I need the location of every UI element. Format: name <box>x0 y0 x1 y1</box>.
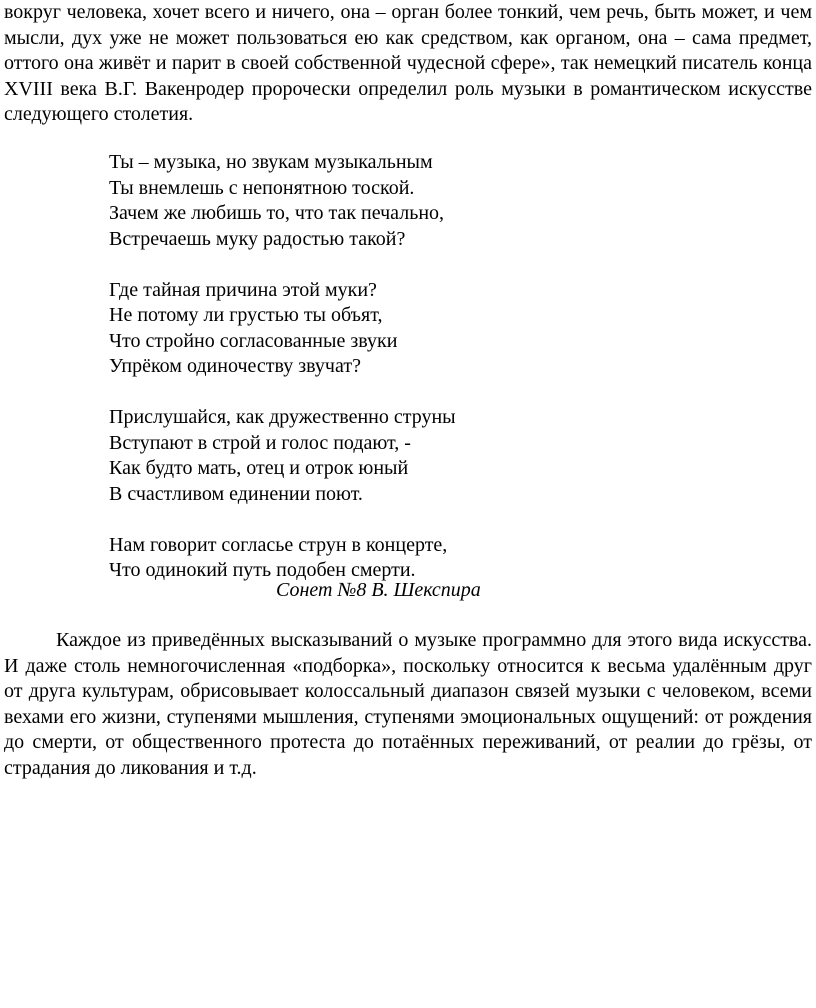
poem-line: Не потому ли грустью ты объят, <box>109 304 383 326</box>
poem-line: Как будто мать, отец и отрок юный <box>109 457 409 479</box>
poem-line: Где тайная причина этой муки? <box>109 278 377 301</box>
poem-line: В счастливом единении поют. <box>109 482 363 505</box>
poem-line: Что одинокий путь подобен смерти. <box>109 559 416 581</box>
poem-line: Ты – музыка, но звукам музыкальным <box>109 151 433 173</box>
poem-stanza-3 <box>109 405 609 507</box>
bottom-paragraph: Каждое из приведённых высказываний о музыке программно для этого вида искусства. И даже столь немногочисленная «подборка», поскольку относится к весьма удалённым друг от друга культурам, обрисовывает колоссальный диапазон связей музыки с человеком, всеми вехами его жизни, ступенями мышления, ступенями эмоциональных ощущений: от рождения до смерти, от общественного протеста до потаённых переживаний, от реалии до грёзы, от страдания до ликования и т.д. <box>4 629 812 779</box>
poem-line: Нам говорит согласье струн в концерте, <box>109 533 448 556</box>
poem-line: Прислушайся, как дружественно струны <box>109 406 456 428</box>
poem <box>109 150 609 584</box>
poem-line: Ты внемлешь с непонятною тоской. <box>109 176 415 199</box>
poem-line: Что стройно согласованные звуки <box>109 329 398 352</box>
poem-stanza-1 <box>109 150 609 252</box>
poem-stanza-2 <box>109 278 609 380</box>
poem-line: Вступают в строй и голос подают, - <box>109 431 411 454</box>
poem-stanza-4 <box>109 533 609 584</box>
poem-attribution: Сонет №8 В. Шекспира <box>276 579 481 601</box>
poem-line: Упрёком одиночеству звучат? <box>109 355 361 377</box>
top-paragraph: вокруг человека, хочет всего и ничего, она – орган более тонкий, чем речь, быть может, и чем мысли, дух уже не может пользоваться ею как средством, как органом, она – сама предмет, оттого она живёт и парит в своей собственной чудесной сфере», так немецкий писатель конца XVIII века В.Г. Вакенродер пророчески определил роль музыки в романтическом искусстве следующего столетия. <box>4 1 812 125</box>
poem-line: Встречаешь муку радостью такой? <box>109 227 406 250</box>
poem-line: Зачем же любишь то, что так печально, <box>109 202 445 224</box>
